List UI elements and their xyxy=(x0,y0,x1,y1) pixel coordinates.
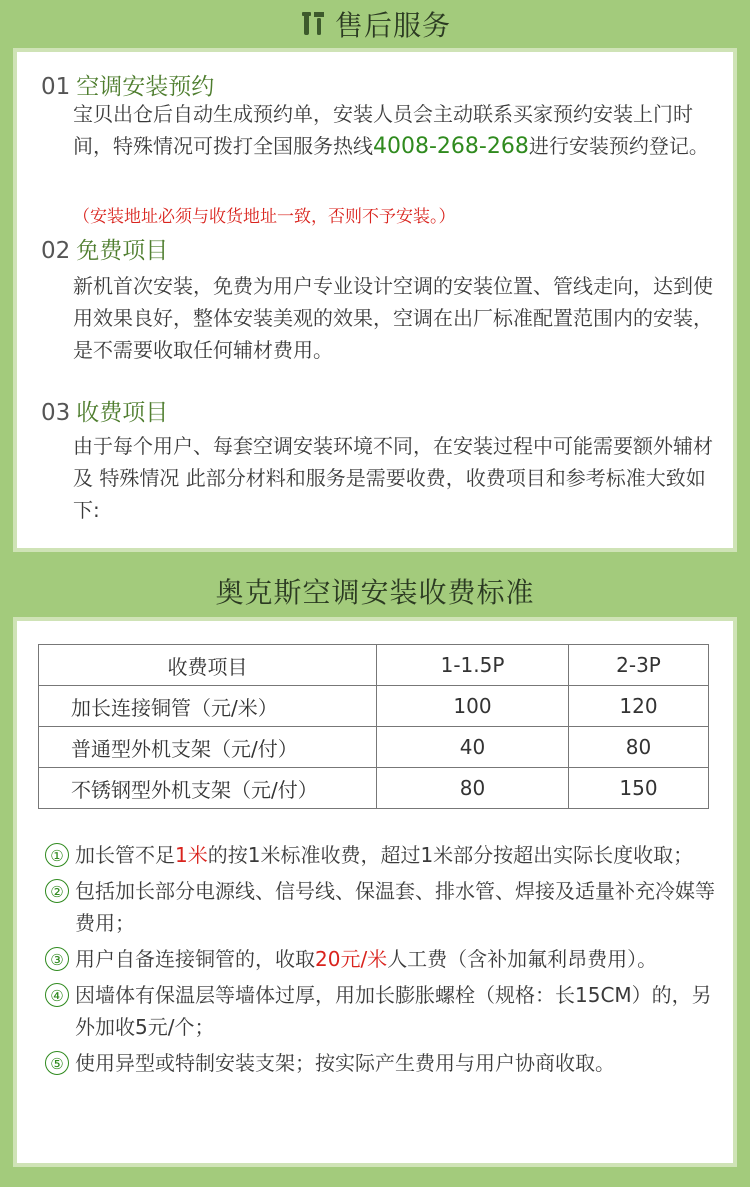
charged-items-text: 由于每个用户、每套空调安装环境不同，在安装过程中可能需要额外辅材及 特殊情况 此部分材料和服务是需要收费，收费项目和参考标准大致如下: xyxy=(73,434,713,522)
number-marker: ② xyxy=(45,879,69,903)
number-marker: ③ xyxy=(45,947,69,971)
table-header-row xyxy=(39,645,709,686)
table-cell: 80 xyxy=(569,727,709,768)
list-item: ⑤ 使用异型或特制安装支架；按实际产生费用与用户协商收取。 xyxy=(45,1047,725,1079)
table-header-cell: 1-1.5P xyxy=(377,645,569,686)
table-row xyxy=(39,768,709,809)
list-item: ④ 因墙体有保温层等墙体过厚，用加长膨胀螺栓（规格：长15CM）的，另外加收5元/个； xyxy=(45,979,725,1043)
table-cell: 150 xyxy=(569,768,709,809)
number-marker: ① xyxy=(45,843,69,867)
page-title: 售后服务 xyxy=(334,9,451,42)
highlight-text: 20元/米 xyxy=(315,947,388,971)
section-heading-charged: 03 收费项目 xyxy=(41,400,169,426)
free-items-text: 新机首次安装，免费为用户专业设计空调的安装位置、管线走向，达到使用效果良好，整体安装美观的效果，空调在出厂标准配置范围内的安装，是不需要收取任何辅材费用。 xyxy=(73,274,713,362)
list-item: ① 加长管不足1米的按1米标准收费，超过1米部分按超出实际长度收取； xyxy=(45,839,725,871)
table-cell: 80 xyxy=(377,768,569,809)
number-marker: ④ xyxy=(45,983,69,1007)
list-item: ② 包括加长部分电源线、信号线、保温套、排水管、焊接及适量补充冷媒等费用； xyxy=(45,875,725,939)
table-cell: 40 xyxy=(377,727,569,768)
fee-notes xyxy=(45,839,725,1083)
service-panel xyxy=(13,48,737,552)
address-note: （安装地址必须与收货地址一致，否则不予安装。） xyxy=(73,207,456,227)
fees-panel xyxy=(13,617,737,1167)
list-item: ③ 用户自备连接铜管的，收取20元/米人工费（含补加氟利昂费用）。 xyxy=(45,943,725,975)
table-header-cell: 收费项目 xyxy=(39,645,377,686)
table-cell: 不锈钢型外机支架（元/付） xyxy=(39,768,377,809)
fee-table xyxy=(38,644,709,809)
tools-icon xyxy=(299,9,329,39)
fees-title: 奥克斯空调安装收费标准 xyxy=(215,576,535,609)
table-cell: 100 xyxy=(377,686,569,727)
table-cell: 120 xyxy=(569,686,709,727)
table-header-cell: 2-3P xyxy=(569,645,709,686)
section-heading-booking: 01 空调安装预约 xyxy=(41,74,215,100)
table-cell: 普通型外机支架（元/付） xyxy=(39,727,377,768)
page-header xyxy=(0,0,750,48)
service-hotline: 4008-268-268 xyxy=(373,134,529,159)
table-cell: 加长连接铜管（元/米） xyxy=(39,686,377,727)
table-row xyxy=(39,727,709,768)
number-marker: ⑤ xyxy=(45,1051,69,1075)
highlight-text: 1米 xyxy=(175,843,208,867)
table-row xyxy=(39,686,709,727)
booking-text: 宝贝出仓后自动生成预约单，安装人员会主动联系买家预约安装上门时间，特殊情况可拨打全国服务热线4008-268-268进行安装预约登记。 xyxy=(73,102,709,159)
section-heading-free: 02 免费项目 xyxy=(41,238,169,264)
